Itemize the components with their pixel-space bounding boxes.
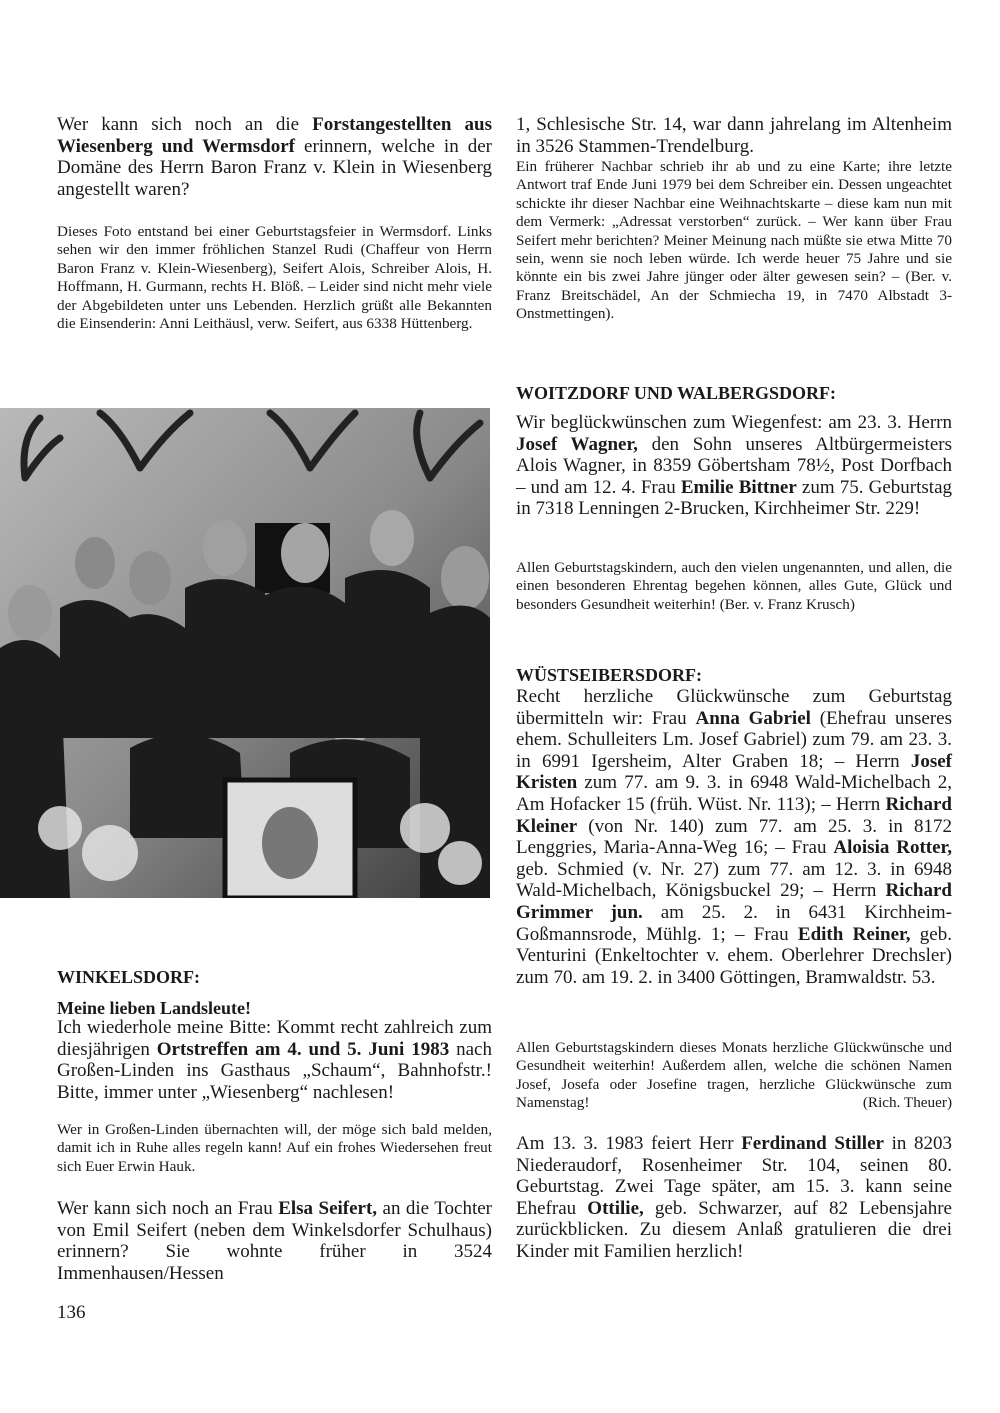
text-run: (Ehefrau unseres ehem. Schulleiters Lm. Josef Gabriel) zum 79. am 23. 3. in 6991 Igersheim, Alter Graben 18; – Herrn — [516, 707, 953, 772]
caption-text — [57, 223, 492, 333]
page-number: 136 — [57, 1302, 86, 1323]
text-run: Dieses Foto entstand bei einer Geburtstagsfeier in Wermsdorf. Links sehen wir den immer fröhlichen Stanzel Rudi (Chaffeur von Herrn Baron Franz v. Klein-Wiesenberg), Seifert Alois, Schreiber Alois, H. Hoffmann, H. Gurmann, rechts H. Blöß. – Leider sind nicht mehr viele der Abgebildeten unter uns Lebenden. Herzlich grüßt alle Bekannten die Einsenderin: Anni Leithäusl, verw. Seifert, aus 6338 Hüttenberg. — [57, 223, 492, 333]
winkelsdorf-paragraph-1 — [57, 1017, 492, 1103]
text-run: Wir beglückwünschen zum Wiegenfest: am 23. 3. Herrn — [516, 412, 952, 433]
woitzdorf-text-1 — [516, 412, 952, 520]
bold-name: Ottilie, — [587, 1197, 644, 1219]
continuation-text-2 — [516, 158, 952, 324]
bold-name: Edith Reiner, — [797, 923, 911, 945]
bold-name: Ferdinand Stiller — [741, 1133, 884, 1154]
text-run: Am 13. 3. 1983 feiert Herr — [516, 1133, 742, 1154]
bold-name: Elsa Seifert, — [278, 1198, 378, 1219]
bold-name: Emilie Bittner — [680, 476, 797, 498]
winkelsdorf-text-2 — [57, 1121, 492, 1176]
wuestseibersdorf-paragraph-1 — [516, 686, 952, 988]
continuation-text-1 — [516, 114, 952, 157]
winkelsdorf-text-3 — [57, 1198, 492, 1284]
signature: (Rich. Theuer) — [862, 1094, 952, 1112]
bold-name: Ortstreffen am 4. und 5. Juni 1983 — [156, 1038, 450, 1060]
text-run: geb. Schmied (v. Nr. 27) zum 77. am 12. 3. in 6948 Wald-Michelbach, Königsbuckel 29; – Herrn — [516, 858, 952, 902]
text-run: geb. Venturini (Enkeltochter v. ehem. Oberlehrer Drechsler) zum 70. am 19. 2. in 3400 Göttingen, Bramwaldstr. 53. — [516, 923, 952, 988]
bold-name: Josef Kristen — [516, 750, 952, 794]
text-run: Allen Geburtstagskindern dieses Monats herzliche Glückwünsche und Gesundheit weiterhin! Außerdem allen, welche die schönen Namen Josef, Josefa oder Josefine tragen, herzliche Glückwünsche zum Namenstag! — [516, 1039, 952, 1112]
wuestseibersdorf-text-3 — [516, 1133, 952, 1263]
woitzdorf-paragraph-1 — [516, 412, 952, 520]
woitzdorf-paragraph-2 — [516, 559, 952, 614]
text-run: Wer kann sich noch an Frau — [57, 1198, 279, 1219]
bold-name: Aloisia Rotter, — [833, 837, 952, 859]
woitzdorf-text-2 — [516, 559, 952, 614]
intro-paragraph — [57, 114, 492, 200]
text-run: Wer kann sich noch an die — [57, 114, 313, 135]
continuation-paragraph-2 — [516, 158, 952, 324]
bold-name: Forstangestellten aus Wiesenberg und Wermsdorf — [57, 114, 492, 157]
text-run: zum 75. Geburtstag in 7318 Lenningen 2-Brucken, Kirchheimer Str. 229! — [516, 476, 953, 520]
text-run: geb. Schwarzer, auf 82 Lebensjahre zurückblicken. Zu diesem Anlaß gratulieren die drei Kinder mit Familien herzlich! — [516, 1197, 952, 1262]
text-run: Ich wiederhole meine Bitte: Kommt recht zahlreich zum diesjährigen — [57, 1017, 492, 1060]
text-run: an die Tochter von Emil Seifert (neben dem Winkelsdorfer Schulhaus) erinnern? Sie wohnte früher in 3524 Immenhausen/Hessen — [57, 1198, 492, 1284]
winkelsdorf-paragraph-3 — [57, 1198, 492, 1284]
woitzdorf-heading: WOITZDORF UND WALBERGSDORF: — [516, 383, 837, 403]
winkelsdorf-text-1 — [57, 1017, 492, 1103]
winkelsdorf-subheading: Meine lieben Landsleute! — [57, 998, 251, 1018]
text-run: 1, Schlesische Str. 14, war dann jahrelang im Altenheim in 3526 Stammen-Trendelburg. — [516, 114, 952, 157]
photo-caption — [57, 223, 492, 333]
text-run: (von Nr. 140) zum 77. am 25. 3. in 8172 Lenggries, Maria-Anna-Weg 16; – Frau — [516, 815, 952, 859]
text-run: Wer in Großen-Linden übernachten will, der möge sich bald melden, damit ich in Ruhe alles regeln kann! Auf ein frohes Wiedersehen freut sich Euer Erwin Hauk. — [57, 1121, 492, 1175]
wuestseibersdorf-paragraph-3 — [516, 1133, 952, 1263]
bold-name: Josef Wagner, — [516, 433, 638, 455]
bold-name: Richard Kleiner — [516, 793, 952, 837]
text-run: zum 77. am 9. 3. in 6948 Wald-Michelbach 2, Am Hofacker 15 (früh. Wüst. Nr. 113); – Herrn — [516, 772, 952, 815]
bold-name: Richard Grimmer jun. — [516, 880, 952, 923]
wuestseibersdorf-text-1 — [516, 686, 952, 988]
text-run: erinnern, welche in der Domäne des Herrn Baron Franz v. Klein in Wiesenberg angestellt waren? — [57, 135, 492, 200]
text-run: am 25. 2. in 6431 Kirchheim-Goßmannsrode, Mühlg. 1; – Frau — [516, 901, 952, 945]
wuestseibersdorf-heading: WÜSTSEIBERSDORF: — [516, 665, 703, 685]
group-photo — [0, 408, 490, 898]
text-run: Ein früherer Nachbar schrieb ihr ab und zu eine Karte; ihre letzte Antwort traf Ende Juni 1979 bei dem Schreiber ein. Dessen ungeachtet schickte ihr dieser Nachbar eine Weihnachtskarte – diese kam nun mit dem Vermerk: „Adressat verstorben“ zurück. – Wer kann über Frau Seifert mehr berichten? Meiner Meinung nach müßte sie etwa Mitte 70 sein, wenn sie noch leben würde. Ich werde heuer 75 Jahre und sie könnte ein bis zwei Jahre jünger oder älter gewesen sein? – (Ber. v. Franz Breitschädel, An der Schmiecha 19, in 7470 Albstadt 3-Onstmettingen). — [516, 158, 952, 323]
bold-name: Anna Gabriel — [695, 707, 811, 729]
text-run: Allen Geburtstagskindern, auch den vielen ungenannten, und allen, die einen besonderen Ehrentag begehen können, alles Gute, Glück und besonders Gesundheit weiterhin! (Ber. v. Franz Krusch) — [516, 559, 952, 613]
text-run: in 8203 Niederaudorf, Rosenheimer Str. 104, seinen 80. Geburtstag. Zwei Tage später, am 15. 3. kann seine Ehefrau — [516, 1133, 952, 1219]
text-run: nach Großen-Linden ins Gasthaus „Schaum“, Bahnhofstr.! Bitte, immer unter „Wiesenberg“ nachlesen! — [57, 1038, 492, 1103]
text-run: den Sohn unseres Altbürgermeisters Alois Wagner, in 8359 Göbertsham 78½, Post Dorfbach – und am 12. 4. Frau — [516, 433, 952, 498]
continuation-paragraph-1 — [516, 114, 952, 157]
winkelsdorf-paragraph-2 — [57, 1121, 492, 1176]
winkelsdorf-heading: WINKELSDORF: — [57, 967, 201, 987]
wuestseibersdorf-paragraph-2 — [516, 1039, 952, 1113]
intro-text — [57, 114, 492, 200]
text-run: Recht herzliche Glückwünsche zum Geburtstag übermitteln wir: Frau — [516, 686, 952, 729]
